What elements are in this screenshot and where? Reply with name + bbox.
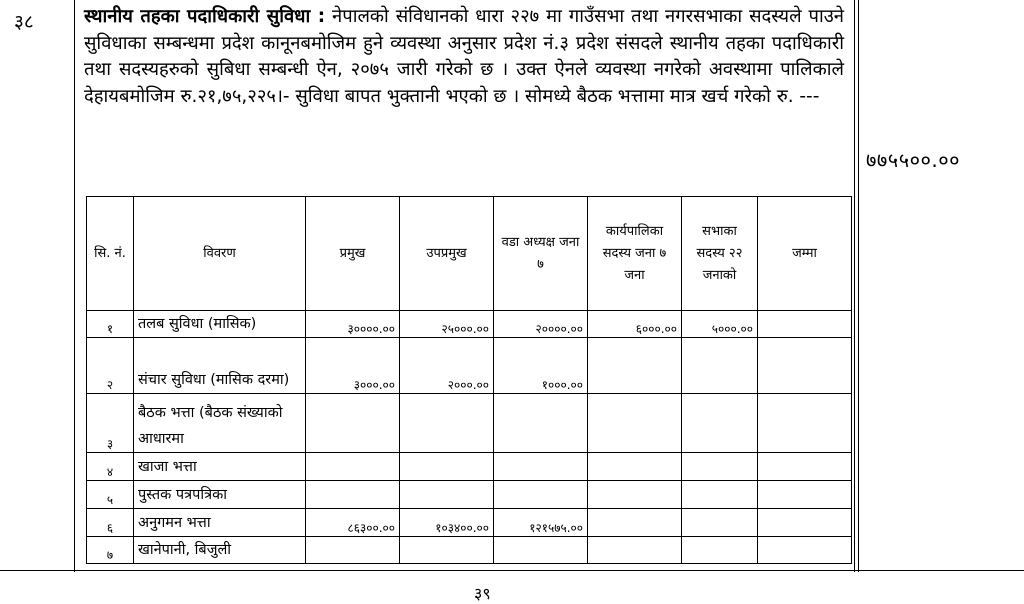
cell-serial: २ [87,338,134,394]
item-amount: ७७५५००.०० [866,148,961,172]
cell-description: पुस्तक पत्रपत्रिका [134,481,306,509]
table-row [87,537,852,564]
column-divider [74,0,75,572]
cell-description: खाजा भत्ता [134,453,306,481]
header-assembly-member: सभाका सदस्य २२ जनाको [682,197,758,311]
column-divider [854,0,855,572]
cell-total [758,338,852,394]
cell-deputy-chief [400,537,494,564]
cell-deputy-chief: २०००.०० [400,338,494,394]
cell-total [758,453,852,481]
cell-assembly-member [682,481,758,509]
cell-total [758,311,852,338]
cell-total [758,394,852,453]
table-header-row [87,197,852,311]
header-description: विवरण [134,197,306,311]
table-row [87,311,852,338]
cell-ward-chair [494,481,588,509]
cell-executive-member [588,394,682,453]
cell-executive-member [588,509,682,537]
page-number: ३९ [474,584,491,603]
header-total: जम्मा [758,197,852,311]
cell-executive-member [588,453,682,481]
cell-total [758,537,852,564]
cell-ward-chair: २००००.०० [494,311,588,338]
cell-chief: ३०००.०० [306,338,400,394]
cell-description: बैठक भत्ता (बैठक संख्याको आधारमा [134,394,306,453]
cell-ward-chair: १२१५७५.०० [494,509,588,537]
table-row [87,338,852,394]
cell-chief: ८६३००.०० [306,509,400,537]
cell-serial: ५ [87,481,134,509]
table-row [87,509,852,537]
cell-description: अनुगमन भत्ता [134,509,306,537]
cell-serial: ७ [87,537,134,564]
facility-table [86,196,852,564]
cell-total [758,509,852,537]
cell-serial: ४ [87,453,134,481]
table-row [87,394,852,453]
header-executive-member: कार्यपालिका सदस्य जना ७ जना [588,197,682,311]
cell-description: संचार सुविधा (मासिक दरमा) [134,338,306,394]
table-row [87,453,852,481]
header-serial: सि. नं. [87,197,134,311]
cell-chief [306,481,400,509]
cell-assembly-member [682,338,758,394]
item-title: स्थानीय तहका पदाधिकारी सुविधा : [84,6,326,27]
header-deputy-chief: उपप्रमुख [400,197,494,311]
table-row [87,481,852,509]
cell-description: तलब सुविधा (मासिक) [134,311,306,338]
row-bottom-border [0,570,1024,571]
cell-assembly-member [682,537,758,564]
cell-deputy-chief [400,453,494,481]
cell-ward-chair [494,394,588,453]
item-serial-number: ३८ [14,11,34,33]
cell-executive-member [588,338,682,394]
cell-deputy-chief: १०३४००.०० [400,509,494,537]
item-description [84,4,844,110]
header-chief: प्रमुख [306,197,400,311]
cell-serial: ३ [87,394,134,453]
cell-chief [306,537,400,564]
cell-description: खानेपानी, बिजुली [134,537,306,564]
cell-assembly-member: ५०००.०० [682,311,758,338]
cell-deputy-chief [400,394,494,453]
cell-assembly-member [682,509,758,537]
cell-chief: ३००००.०० [306,311,400,338]
cell-assembly-member [682,394,758,453]
cell-chief [306,394,400,453]
cell-executive-member: ६०००.०० [588,311,682,338]
item-body: नेपालको संविधानको धारा २२७ मा गाउँसभा तथा नगरसभाका सदस्यले पाउने सुविधाका सम्बन्धमा प्रदेश कानूनबमोजिम हुने व्यवस्था अनुसार प्रदेश नं.३ प्रदेश संसदले स्थानीय तहका पदाधिकारी तथा सदस्यहरुको सुबिधा सम्बन्धी ऐन, २०७५ जारी गरेको छ । उक्त ऐनले व्यवस्था नगरेको अवस्थामा पालिकाले देहायबमोजिम रु.२१,७५,२२५।- सुविधा बापत भुक्तानी भएको छ । सोमध्ये बैठक भत्तामा मात्र खर्च गरेको रु. --- [84,6,844,107]
cell-ward-chair: १०००.०० [494,338,588,394]
cell-total [758,481,852,509]
header-ward-chair: वडा अध्यक्ष जना ७ [494,197,588,311]
cell-executive-member [588,481,682,509]
cell-executive-member [588,537,682,564]
cell-serial: १ [87,311,134,338]
column-divider [858,0,859,572]
cell-ward-chair [494,537,588,564]
cell-ward-chair [494,453,588,481]
cell-deputy-chief: २५०००.०० [400,311,494,338]
cell-chief [306,453,400,481]
cell-deputy-chief [400,481,494,509]
cell-assembly-member [682,453,758,481]
cell-serial: ६ [87,509,134,537]
